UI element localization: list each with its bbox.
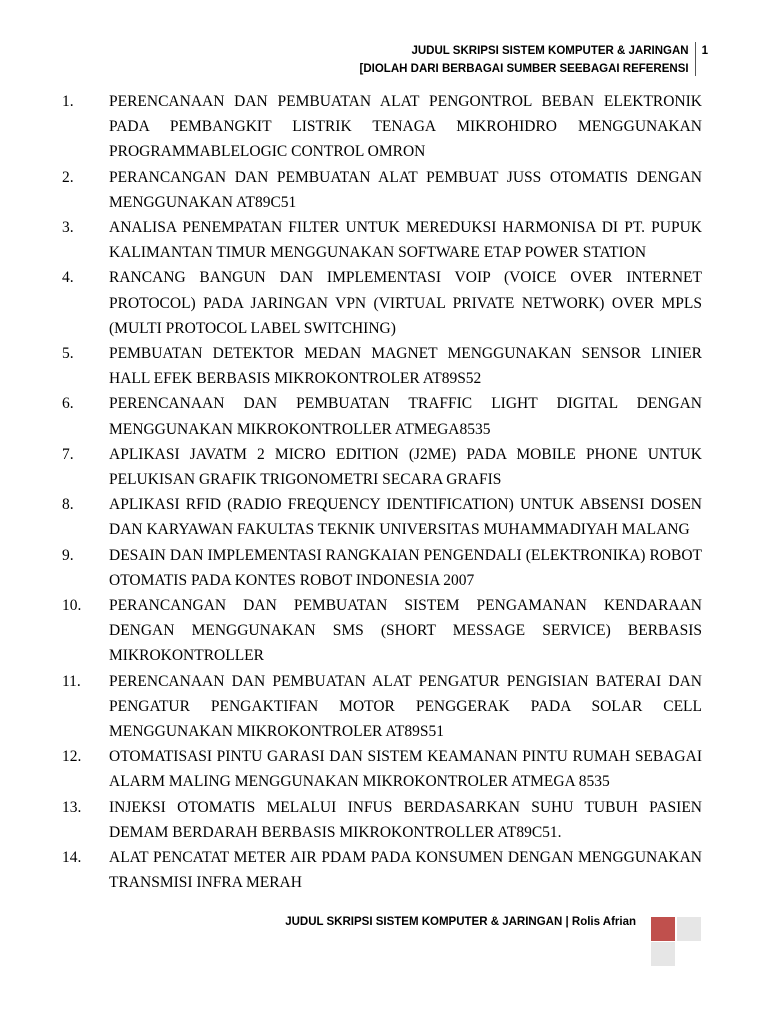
item-text: RANCANG BANGUN DAN IMPLEMENTASI VOIP (VOICE OVER INTERNET PROTOCOL) PADA JARINGAN VPN (VIRTUAL PRIVATE NETWORK) OVER MPLS (MULTI PROTOCOL LABEL SWITCHING) — [109, 269, 702, 337]
footer-decoration-gray-square — [651, 942, 675, 966]
list-item — [62, 442, 702, 492]
list-item — [62, 543, 702, 593]
item-number: 11. — [62, 672, 81, 690]
item-number: 4. — [62, 269, 74, 287]
list-item — [62, 165, 702, 215]
item-number: 12. — [62, 748, 82, 766]
item-text: PEMBUATAN DETEKTOR MEDAN MAGNET MENGGUNAKAN SENSOR LINIER HALL EFEK BERBASIS MIKROKONTROLER AT89S52 — [109, 345, 702, 388]
item-text: INJEKSI OTOMATIS MELALUI INFUS BERDASARKAN SUHU TUBUH PASIEN DEMAM BERDARAH BERBASIS MIKROKONTROLLER AT89C51. — [109, 798, 702, 841]
item-number: 13. — [62, 798, 82, 816]
item-text: DESAIN DAN IMPLEMENTASI RANGKAIAN PENGENDALI (ELEKTRONIKA) ROBOT OTOMATIS PADA KONTES ROBOT INDONESIA 2007 — [109, 546, 702, 589]
header-title-block — [360, 42, 695, 78]
item-text: APLIKASI JAVATM 2 MICRO EDITION (J2ME) PADA MOBILE PHONE UNTUK PELUKISAN GRAFIK TRIGONOMETRI SECARA GRAFIS — [109, 445, 702, 489]
page-footer: JUDUL SKRIPSI SISTEM KOMPUTER & JARINGAN | Rolis Afrian — [285, 916, 636, 928]
item-text: PERENCANAAN DAN PEMBUATAN ALAT PENGONTROL BEBAN ELEKTRONIK PADA PEMBANGKIT LISTRIK TENAGA MIKROHIDRO MENGGUNAKAN PROGRAMMABLELOGIC CONTROL OMRON — [109, 93, 702, 161]
item-number: 5. — [62, 345, 74, 363]
list-item — [62, 593, 702, 669]
page-header — [360, 42, 708, 78]
item-text: OTOMATISASI PINTU GARASI DAN SISTEM KEAMANAN PINTU RUMAH SEBAGAI ALARM MALING MENGGUNAKAN MIKROKONTROLER ATMEGA 8535 — [109, 748, 702, 791]
list-item — [62, 795, 702, 845]
item-number: 14. — [62, 849, 82, 867]
item-number: 8. — [62, 496, 74, 514]
page-number: 1 — [701, 45, 708, 57]
thesis-title-list — [62, 89, 702, 896]
item-text: ANALISA PENEMPATAN FILTER UNTUK MEREDUKSI HARMONISA DI PT. PUPUK KALIMANTAN TIMUR MENGGUNAKAN SOFTWARE ETAP POWER STATION — [109, 219, 702, 262]
header-divider — [695, 42, 696, 76]
list-item — [62, 265, 702, 341]
item-text: ALAT PENCATAT METER AIR PDAM PADA KONSUMEN DENGAN MENGGUNAKAN TRANSMISI INFRA MERAH — [109, 849, 702, 892]
item-text: PERANCANGAN DAN PEMBUATAN ALAT PEMBUAT JUSS OTOMATIS DENGAN MENGGUNAKAN AT89C51 — [109, 168, 702, 211]
item-number: 6. — [62, 395, 74, 413]
item-number: 9. — [62, 546, 74, 564]
list-item — [62, 492, 702, 542]
footer-decoration-red-square — [651, 917, 675, 941]
header-subtitle: [DIOLAH DARI BERBAGAI SUMBER SEEBAGAI REFERENSI — [359, 63, 689, 75]
footer-decoration-gray-square — [677, 917, 701, 941]
item-text: PERANCANGAN DAN PEMBUATAN SISTEM PENGAMANAN KENDARAAN DENGAN MENGGUNAKAN SMS (SHORT MESSAGE SERVICE) BERBASIS MIKROKONTROLLER — [109, 597, 702, 665]
item-text: APLIKASI RFID (RADIO FREQUENCY IDENTIFICATION) UNTUK ABSENSI DOSEN DAN KARYAWAN FAKULTAS TEKNIK UNIVERSITAS MUHAMMADIYAH MALANG — [109, 496, 702, 539]
list-item — [62, 391, 702, 441]
item-number: 7. — [62, 445, 74, 463]
item-number: 1. — [62, 93, 74, 110]
item-number: 3. — [62, 219, 74, 237]
item-number: 10. — [62, 597, 82, 615]
header-title: JUDUL SKRIPSI SISTEM KOMPUTER & JARINGAN — [411, 45, 689, 57]
list-item — [62, 669, 702, 745]
item-text: PERENCANAAN DAN PEMBUATAN ALAT PENGATUR PENGISIAN BATERAI DAN PENGATUR PENGAKTIFAN MOTOR PENGGERAK PADA SOLAR CELL MENGGUNAKAN MIKROKONTROLER AT89S51 — [109, 672, 702, 741]
item-number: 2. — [62, 168, 74, 186]
list-item — [62, 89, 702, 165]
list-item — [62, 845, 702, 895]
list-item — [62, 744, 702, 794]
list-item — [62, 341, 702, 391]
list-item — [62, 215, 702, 265]
item-text: PERENCANAAN DAN PEMBUATAN TRAFFIC LIGHT DIGITAL DENGAN MENGGUNAKAN MIKROKONTROLLER ATMEGA8535 — [109, 395, 702, 438]
